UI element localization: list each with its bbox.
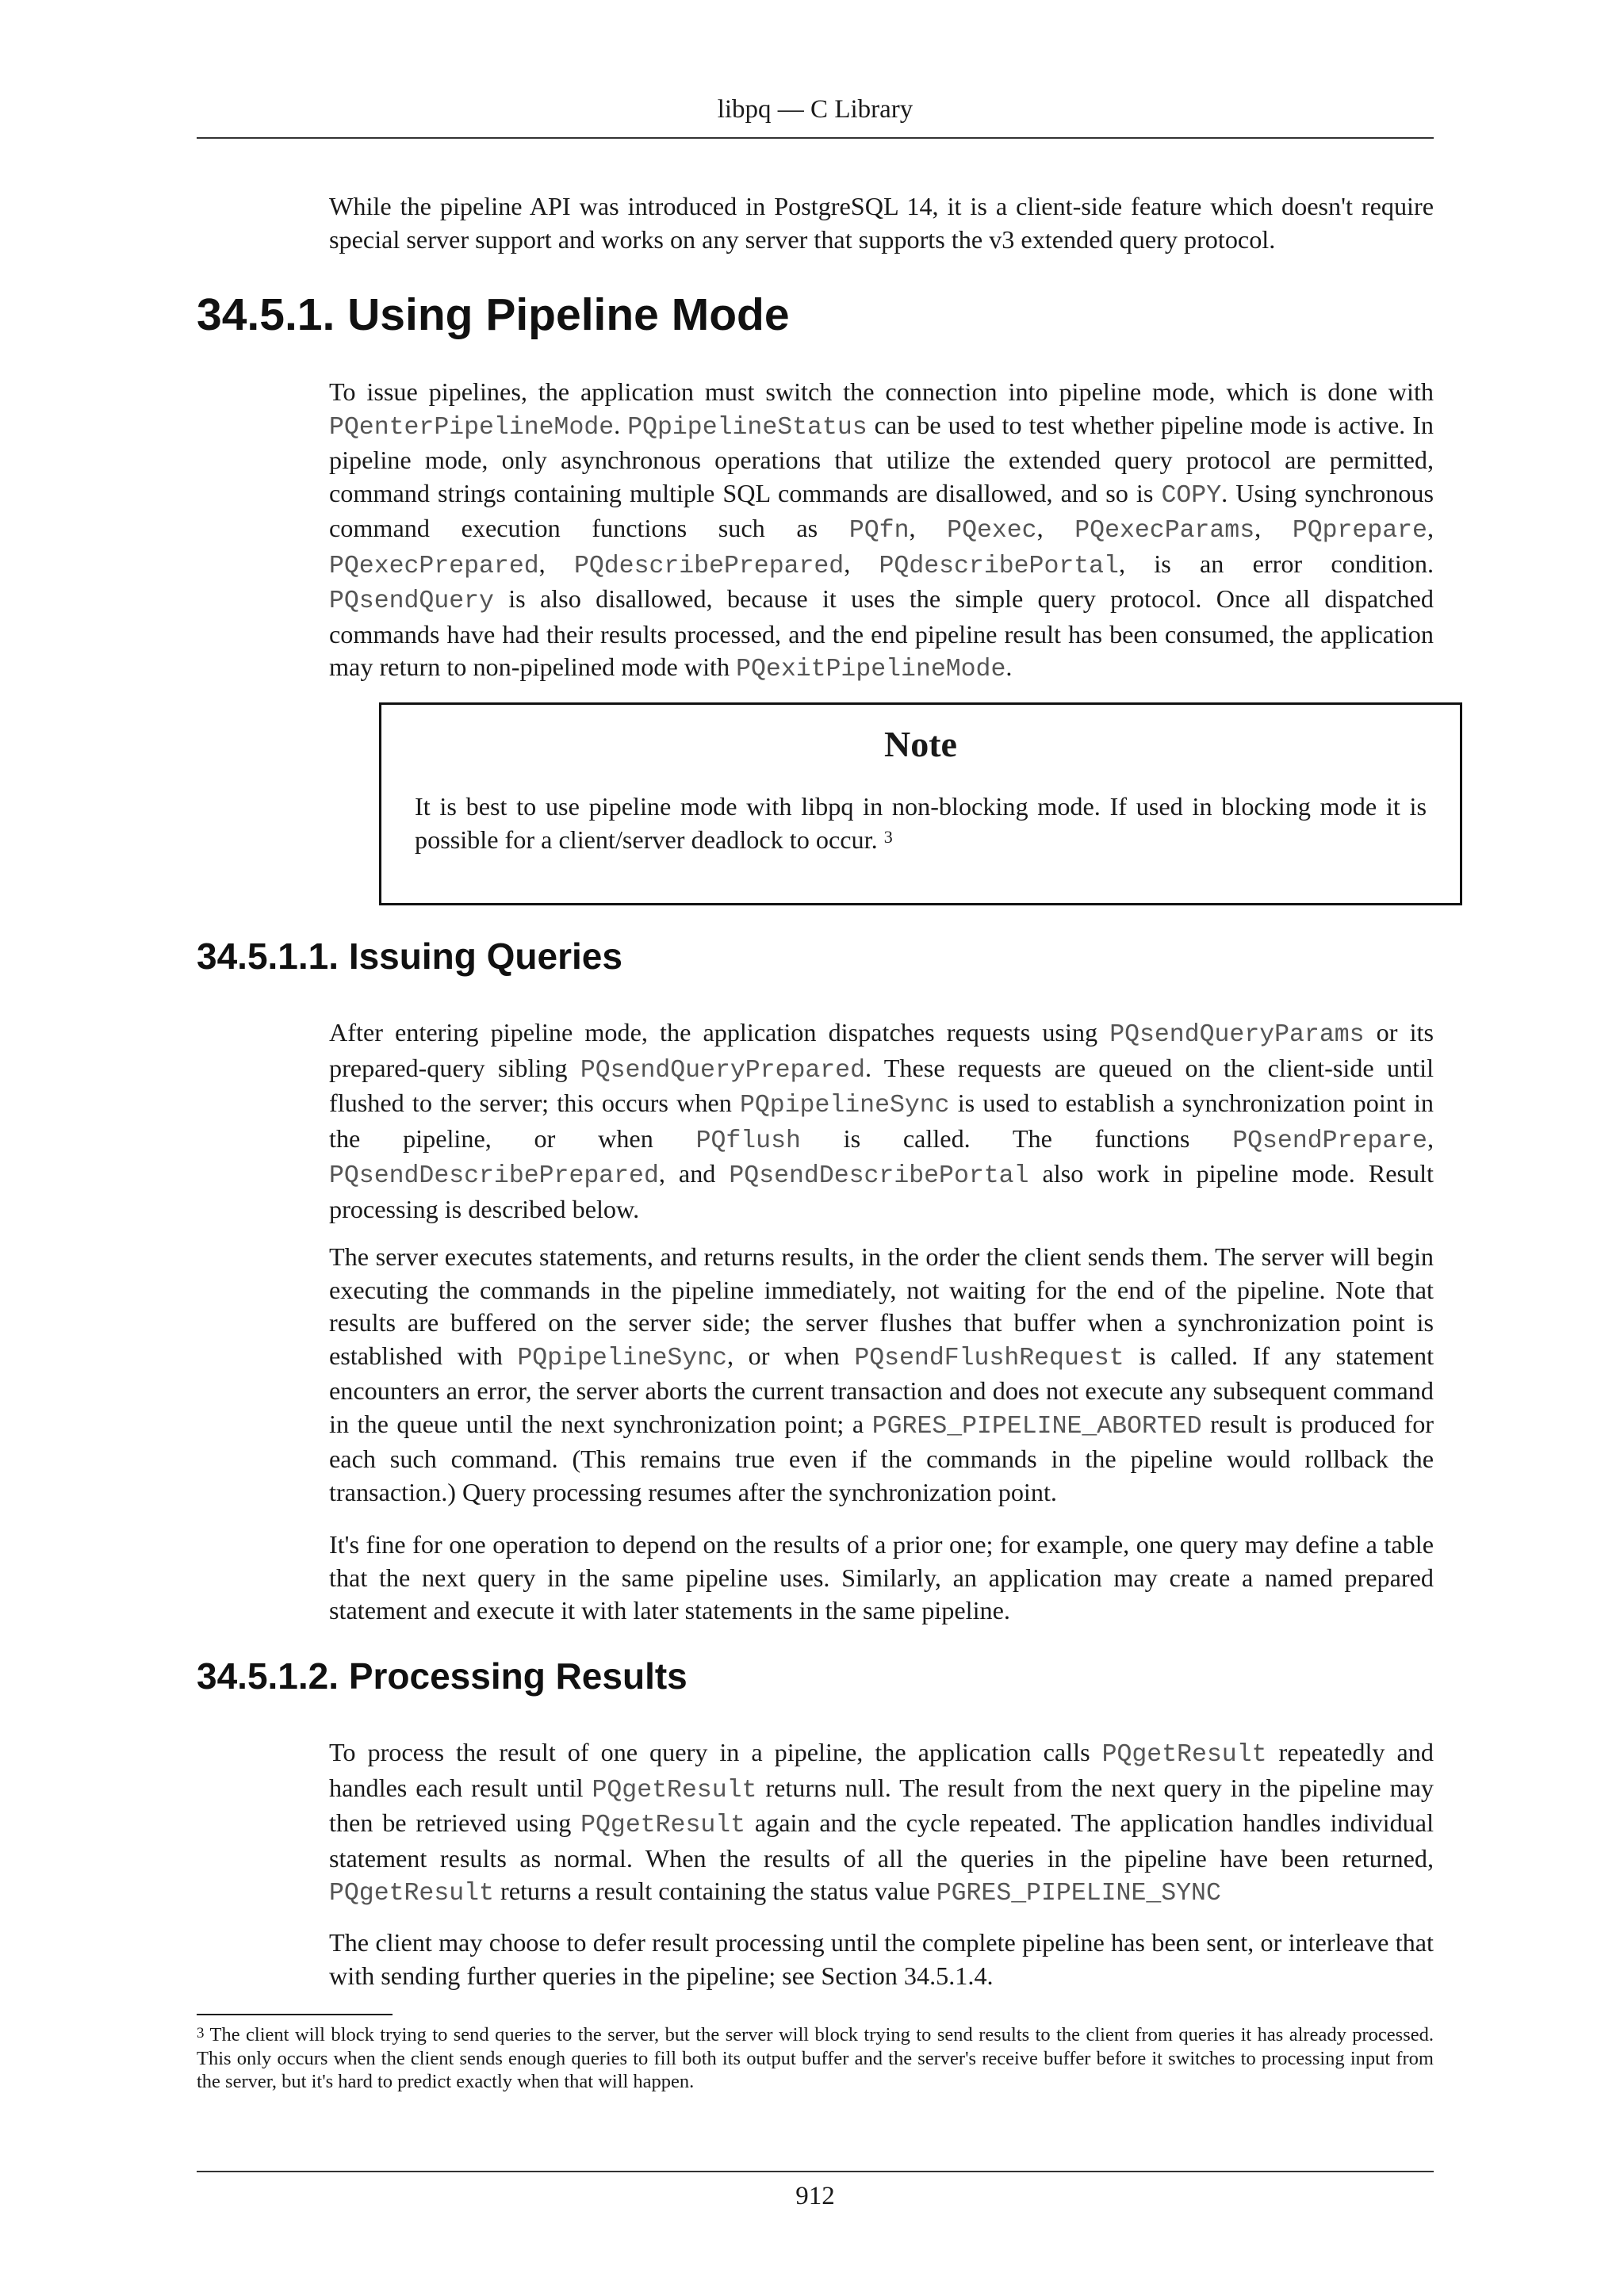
footnote-rule bbox=[197, 2014, 393, 2015]
code-term: PQsendDescribePortal bbox=[729, 1162, 1029, 1190]
section-heading-issuing-queries: 34.5.1.1. Issuing Queries bbox=[197, 936, 622, 977]
processing-results-paragraph-2: The client may choose to defer result processing until the complete pipeline has been sent, or interleave that with sending further queries in the pipeline; see Section 34.5.1.4. bbox=[329, 1928, 1434, 1990]
code-term: PQgetResult bbox=[329, 1880, 494, 1908]
section-heading-processing-results: 34.5.1.2. Processing Results bbox=[197, 1655, 688, 1697]
code-term: PQexecParams bbox=[1074, 517, 1255, 545]
code-term: PQsendQueryParams bbox=[1109, 1021, 1365, 1049]
code-term: PQpipelineStatus bbox=[627, 413, 868, 442]
header-rule bbox=[197, 137, 1434, 139]
code-term: PQdescribePrepared bbox=[573, 552, 845, 580]
footnote: $^3$ The client will block trying to send queries to the server, but the server will block trying to send results to the client from queries it has already processed. This only occurs when the client sends enough queries to fill both its output buffer and the server's receive buffer before it switches to processing input from the server, but it's hard to predict exactly when that will happen. bbox=[197, 2024, 1434, 2092]
footnote-number: 3 bbox=[197, 2025, 205, 2042]
code-term: PQsendQuery bbox=[329, 587, 494, 615]
code-term: PQdescribePortal bbox=[879, 552, 1119, 580]
issuing-queries-paragraph-2: The server executes statements, and returns results, in the order the client sends them. The server will begin executing the commands in the pipeline immediately, not waiting for the end of the pipeline. Note that results are buffered on the server side; the server flushes that buffer when a synchronization point is established with PQpipelineSync, or when PQsendFlushRequest is called. If any statement encounters an error, the server aborts the current transaction and does not execute any subsequent command in the queue until the next synchronization point; a PGRES_PIPELINE_ABORTED result is produced for each such command. (This remains true even if the commands in the pipeline would rollback the transaction.) Query processing resumes after the synchronization point. bbox=[329, 1242, 1434, 1506]
code-term: PQgetResult bbox=[592, 1776, 757, 1804]
section-heading-using-pipeline-mode: 34.5.1. Using Pipeline Mode bbox=[197, 289, 790, 340]
code-term: PQsendFlushRequest bbox=[854, 1344, 1124, 1372]
code-term: PGRES_PIPELINE_SYNC bbox=[936, 1880, 1221, 1908]
code-term: PQsendPrepare bbox=[1232, 1127, 1427, 1155]
pipeline-mode-paragraph: To issue pipelines, the application must switch the connection into pipeline mode, which is done with PQenterPipelineMode. PQpipelineStatus can be used to test whether pipeline mode is active. In pipeline mode, only asynchronous operations that utilize the extended query protocol are permitted, command strings containing multiple SQL commands are disallowed, and so is COPY. Using synchronous command execution functions such as PQfn, PQexec, PQexecParams, PQprepare, PQexecPrepared, PQdescribePrepared, PQdescribePortal, is an error condition. PQsendQuery is also disallowed, because it uses the simple query protocol. Once all dispatched commands have had their results processed, and the end pipeline result has been consumed, the application may return to non-pipelined mode with PQexitPipelineMode. bbox=[329, 377, 1434, 683]
code-term: PQprepare bbox=[1292, 517, 1427, 545]
code-term: PQexec bbox=[947, 517, 1037, 545]
code-term: PQenterPipelineMode bbox=[329, 413, 615, 442]
running-header: libpq — C Library bbox=[717, 95, 914, 124]
issuing-queries-paragraph-3: It's fine for one operation to depend on the results of a prior one; for example, one query may define a table that the next query in the same pipeline uses. Similarly, an application may create a named prepared statement and execute it with later statements in the same pipeline. bbox=[329, 1530, 1434, 1624]
processing-results-paragraph-1: To process the result of one query in a pipeline, the application calls PQgetResult repeatedly and handles each result until PQgetResult returns null. The result from the next query in the pipeline may then be retrieved using PQgetResult again and the cycle repeated. The application handles individual statement results as normal. When the results of all the queries in the pipeline have been returned, PQgetResult returns a result containing the status value PGRES_PIPELINE_SYNC bbox=[329, 1738, 1434, 1908]
note-text: It is best to use pipeline mode with libpq in non-blocking mode. If used in blocking mode it is possible for a client/server deadlock to occur. $^3$ bbox=[415, 792, 1427, 854]
code-term: PQpipelineSync bbox=[517, 1344, 728, 1372]
footer-rule bbox=[197, 2171, 1434, 2172]
code-term: PQsendDescribePrepared bbox=[329, 1162, 659, 1190]
code-term: PQfn bbox=[848, 517, 910, 545]
footnote-ref[interactable]: 3 bbox=[883, 826, 893, 847]
code-term: PQgetResult bbox=[1101, 1741, 1267, 1769]
code-term: PQpipelineSync bbox=[739, 1092, 950, 1119]
note-title: Note bbox=[884, 724, 957, 764]
code-term: COPY bbox=[1161, 481, 1222, 510]
note-box bbox=[379, 702, 1462, 905]
code-term: PGRES_PIPELINE_ABORTED bbox=[871, 1412, 1202, 1441]
code-term: PQsendQueryPrepared bbox=[580, 1056, 865, 1085]
code-term: PQgetResult bbox=[580, 1812, 746, 1839]
code-term: PQexecPrepared bbox=[329, 552, 539, 580]
code-term: PQexitPipelineMode bbox=[736, 656, 1006, 683]
issuing-queries-paragraph-1: After entering pipeline mode, the application dispatches requests using PQsendQueryParams or its prepared-query sibling PQsendQueryPrepared. These requests are queued on the client-side until flushed to the server; this occurs when PQpipelineSync is used to establish a synchronization point in the pipeline, or when PQflush is called. The functions PQsendPrepare, PQsendDescribePrepared, and PQsendDescribePortal also work in pipeline mode. Result processing is described below. bbox=[329, 1018, 1434, 1223]
code-term: PQflush bbox=[695, 1127, 801, 1155]
page-number: 912 bbox=[795, 2182, 835, 2210]
intro-paragraph: While the pipeline API was introduced in PostgreSQL 14, it is a client-side feature which doesn't require special server support and works on any server that supports the v3 extended query protocol. bbox=[329, 192, 1434, 254]
